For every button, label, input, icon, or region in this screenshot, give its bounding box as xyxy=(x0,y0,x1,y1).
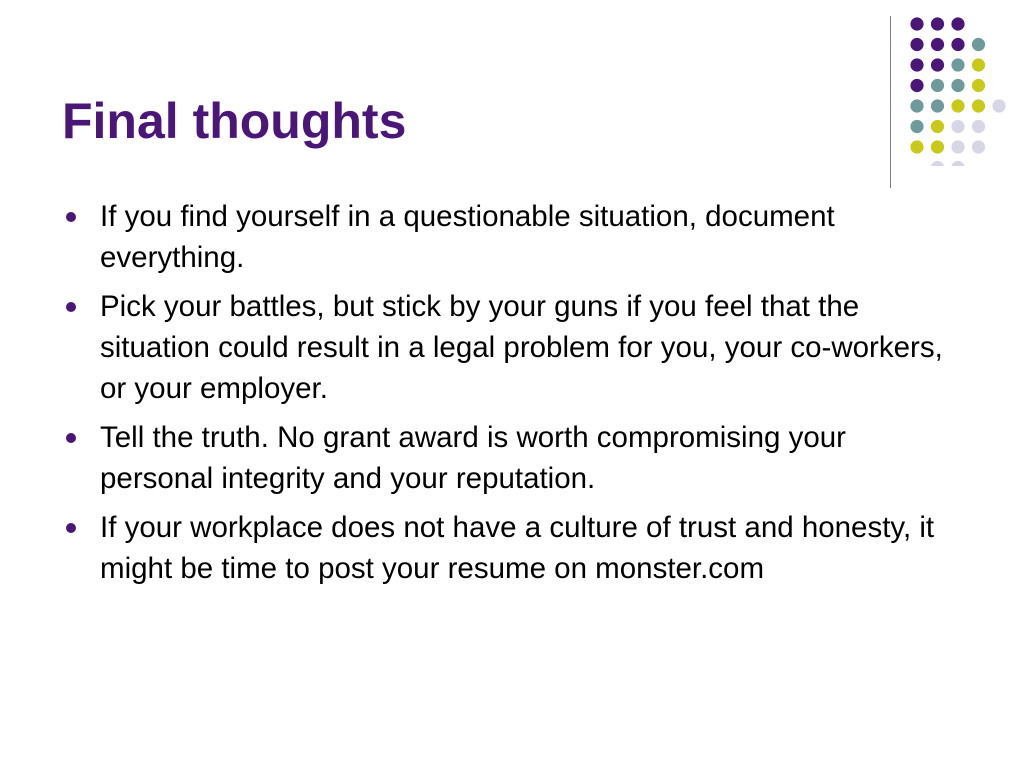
decorative-dot xyxy=(931,79,944,92)
decorative-dot xyxy=(931,17,944,30)
decorative-dot xyxy=(931,161,944,166)
decorative-dot xyxy=(931,38,944,51)
decorative-dot xyxy=(931,58,944,71)
bullet-text: If you find yourself in a questionable situation, document everything. xyxy=(100,200,835,274)
decorative-dot xyxy=(910,140,923,153)
decorative-dot xyxy=(972,120,985,133)
decorative-dot xyxy=(951,38,964,51)
bullet-list xyxy=(62,196,962,597)
bullet-text: Tell the truth. No grant award is worth compromising your personal integrity and your reputation. xyxy=(100,421,846,495)
decorative-dot xyxy=(951,161,964,166)
decorative-dot xyxy=(910,120,923,133)
decorative-dot xyxy=(910,99,923,112)
decorative-dot xyxy=(951,140,964,153)
decorative-dot xyxy=(951,79,964,92)
slide-title: Final thoughts xyxy=(62,93,407,149)
decorative-dot xyxy=(972,99,985,112)
decorative-dot xyxy=(910,58,923,71)
decorative-dot xyxy=(931,99,944,112)
bullet-item xyxy=(62,507,962,589)
decorative-dot xyxy=(931,120,944,133)
bullet-icon xyxy=(66,302,76,312)
decorative-dot xyxy=(910,79,923,92)
decorative-dot xyxy=(951,17,964,30)
decorative-dot xyxy=(972,140,985,153)
decorative-dot xyxy=(972,79,985,92)
decorative-dot xyxy=(910,38,923,51)
bullet-text: Pick your battles, but stick by your guns if you feel that the situation could result in a legal problem for you, your co-workers, or your employer. xyxy=(100,290,943,405)
title-divider-line xyxy=(890,16,891,188)
decorative-dot xyxy=(931,140,944,153)
decorative-dot xyxy=(951,99,964,112)
decorative-dot xyxy=(972,58,985,71)
decorative-dot xyxy=(972,38,985,51)
decorative-dot xyxy=(951,120,964,133)
decorative-dot-grid xyxy=(900,14,1010,166)
decorative-dot xyxy=(951,58,964,71)
bullet-item xyxy=(62,286,962,409)
bullet-item xyxy=(62,196,962,278)
bullet-icon xyxy=(66,433,76,443)
decorative-dot xyxy=(992,99,1005,112)
bullet-text: If your workplace does not have a culture of trust and honesty, it might be time to post your resume on monster.com xyxy=(100,511,935,585)
decorative-dot xyxy=(910,17,923,30)
bullet-icon xyxy=(66,523,76,533)
bullet-item xyxy=(62,417,962,499)
bullet-icon xyxy=(66,212,76,222)
